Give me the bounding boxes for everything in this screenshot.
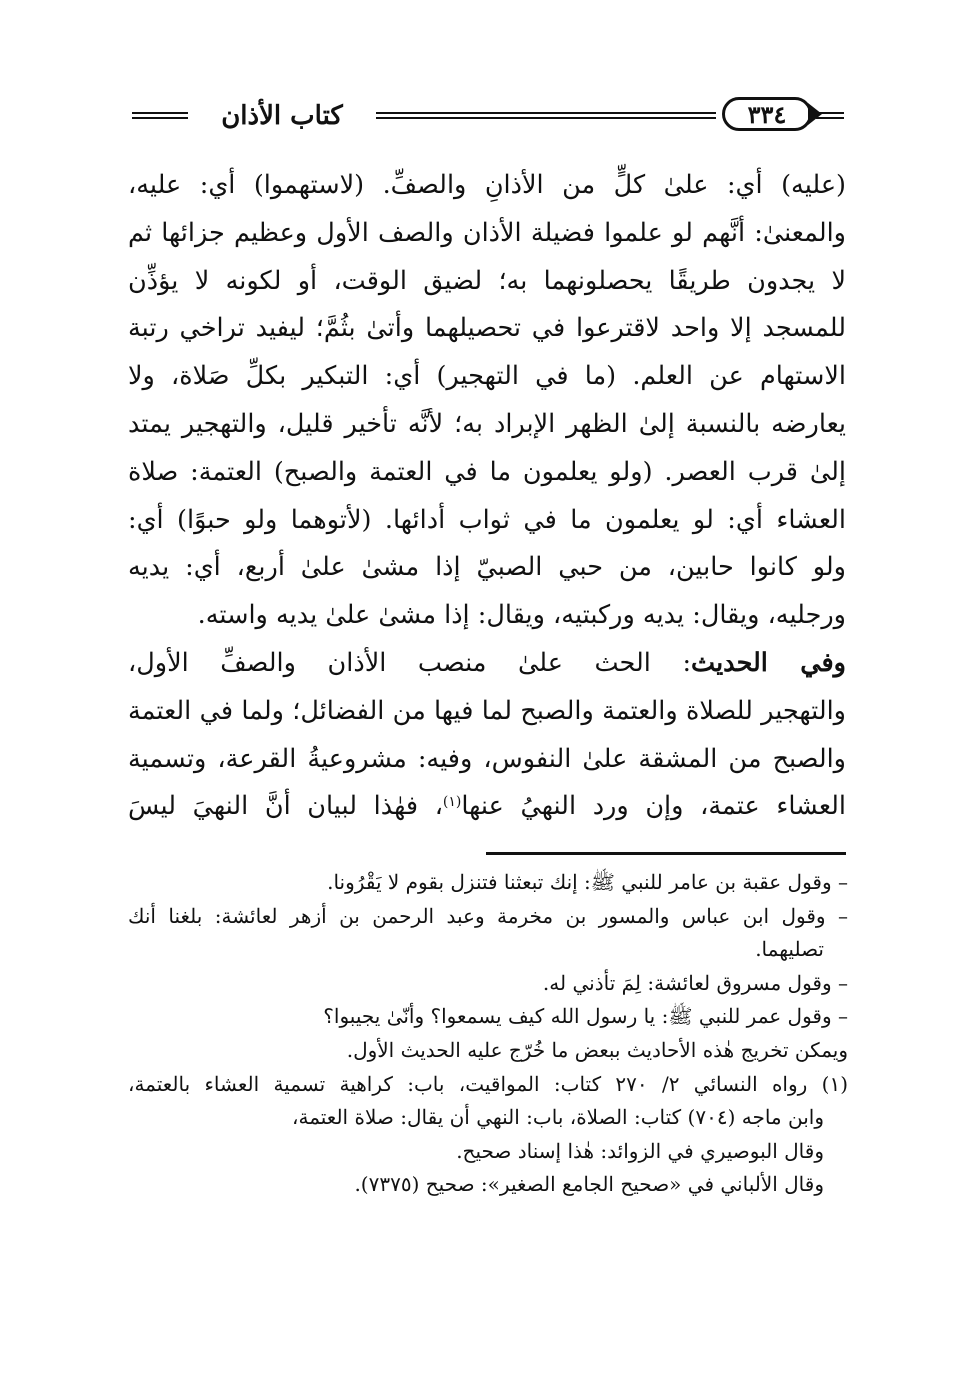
main-text (128, 162, 846, 831)
page-header (132, 94, 844, 138)
book-title: كتاب الأذان (221, 101, 343, 131)
text-line: لا يجدون طريقًا يحصلونهما به؛ لضيق الوقت، أو لكونه لا يؤذِّن (128, 265, 846, 296)
footnote-line: تصليهما. (755, 937, 824, 962)
footnote-separator (486, 852, 846, 855)
header-rule-middle (376, 112, 716, 119)
text-after-ref: ، فهٰذا لبيان أنَّ النهيَ ليسَ (128, 791, 443, 822)
footnote-line: (١) رواه النسائي ٢/ ٢٧٠ كتاب: المواقيت، باب: كراهية تسمية العشاء بالعتمة، (128, 1071, 848, 1096)
page-number: ٣٣٤ (722, 97, 812, 131)
text-line: ورجليه، ويقال: يديه وركبتيه، ويقال: إذا مشىٰ علىٰ يديه واسته. (197, 600, 846, 631)
footnote-line: وقال الألباني في «صحيح الجامع الصغير»: صحيح (٧٣٧٥). (354, 1172, 824, 1197)
text-line: والصبح من المشقة علىٰ النفوس، وفيه: مشروعيةُ القرعة، وتسمية (128, 743, 846, 774)
text-line: (عليه) أي: علىٰ كلٍّ من الأذانِ والصفِّ. (لاستهموا) أي: عليه، (128, 170, 846, 200)
footnote-reference[interactable]: (١) (442, 794, 462, 811)
footnote-line: – وقول عقبة بن عامر للنبي ﷺ: إنك تبعثنا فتنزل بقوم لا يَقْرُونا. (327, 870, 848, 894)
header-rule-left (132, 112, 188, 119)
footnote-line: وقال البوصيري في الزوائد: هٰذا إسناد صحيح. (456, 1138, 824, 1163)
paragraph-2-first-line (128, 640, 846, 688)
text-line: والتهجير للصلاة والعتمة والصبح لما فيها من الفضائل؛ ولما في العتمة (128, 695, 846, 726)
paragraph-2-first-rest: : الحث علىٰ منصب الأذان والصفِّ الأول، (128, 647, 692, 678)
footnote-line: وابن ماجه (٧٠٤) كتاب: الصلاة، باب: النهي أن يقال: صلاة العتمة، (292, 1105, 824, 1130)
text-line: للمسجد إلا واحد لاقترعوا في تحصيلهما وأتىٰ بثُمَّ؛ ليفيد تراخي رتبة (128, 313, 846, 344)
text-line: العشاء أي: لو يعلمون ما في ثواب أدائها. (لأتوهما ولو حبوًا) أي: (128, 504, 846, 535)
paragraph-lead-bold: وفي الحديث (691, 647, 846, 678)
footnote-line: ويمكن تخريج هٰذه الأحاديث ببعض ما خُرّج عليه الحديث الأول. (346, 1037, 848, 1062)
header-rule-right (816, 112, 844, 119)
paragraph-2-last-line (128, 783, 846, 831)
text-line: والمعنىٰ: أنَّهم لو علموا فضيلة الأذان والصف الأول وعظيم جزائها ثم (128, 217, 846, 248)
text-before-ref: العشاء عتمة، وإن ورد النهيُ عنها (461, 791, 846, 822)
footnotes (128, 866, 848, 1202)
text-line: ولو كانوا حابين، من حبي الصبيّ إذا مشىٰ علىٰ أربع، أي: يديه (128, 552, 846, 583)
footnote-line: – وقول مسروق لعائشة: لِمَ تأذني له. (542, 970, 848, 995)
text-line: يعارضه بالنسبة إلىٰ الظهر الإبراد به؛ لأنَّه تأخير قليل، والتهجير يمتد (128, 408, 846, 439)
footnote-line: – وقول ابن عباس والمسور بن مخرمة وعبد الرحمن بن أزهر لعائشة: بلغنا أنك (128, 903, 848, 928)
text-line: الاستهام عن العلم. (ما في التهجير) أي: التبكير بكلِّ صَلاة، ولا (128, 361, 846, 392)
text-line: إلىٰ قرب العصر. (ولو يعلمون ما في العتمة والصبح) العتمة: صلاة (128, 456, 846, 487)
footnote-line: – وقول عمر للنبي ﷺ: يا رسول الله كيف يسمعوا؟ وأنّىٰ يجيبوا؟ (323, 1004, 848, 1029)
